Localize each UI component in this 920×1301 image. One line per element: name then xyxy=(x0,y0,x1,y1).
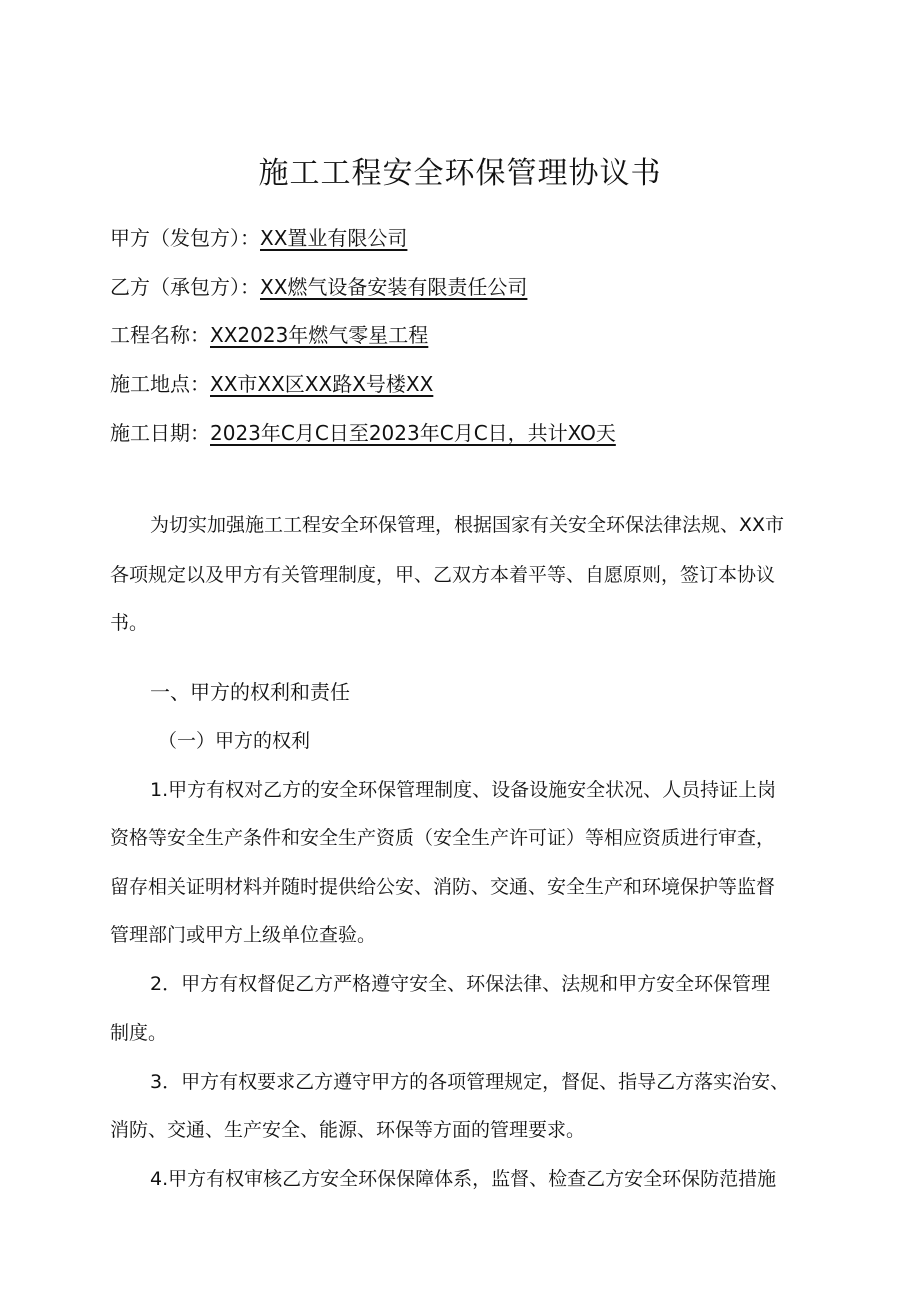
intro-line: 各项规定以及甲方有关管理制度，甲、乙双方本着平等、自愿原则，签订本协议 xyxy=(110,564,776,586)
item-line: 1.甲方有权对乙方的安全环保管理制度、设备设施安全状况、人员持证上岗 xyxy=(150,779,777,801)
site-location-field xyxy=(110,369,433,399)
intro-line: 为切实加强施工工程安全环保管理，根据国家有关安全环保法律法规、XX市 xyxy=(150,514,785,536)
project-name-value: XX2023年燃气零星工程 xyxy=(210,323,429,347)
construction-date-value: 2023年C月C日至2023年C月C日，共计XO天 xyxy=(210,421,616,445)
item-line: 3．甲方有权要求乙方遵守甲方的各项管理规定，督促、指导乙方落实治安、 xyxy=(150,1071,790,1093)
party-b-value: XX燃气设备安装有限责任公司 xyxy=(260,275,528,299)
party-b-label: 乙方（承包方）： xyxy=(110,275,260,299)
party-a-label: 甲方（发包方）： xyxy=(110,226,260,250)
party-b-field xyxy=(110,272,527,302)
project-name-label: 工程名称： xyxy=(110,323,210,347)
item-line: 消防、交通、生产安全、能源、环保等方面的管理要求。 xyxy=(110,1119,586,1141)
item-line: 2．甲方有权督促乙方严格遵守安全、环保法律、法规和甲方安全环保管理 xyxy=(150,973,771,995)
document-title: 施工工程安全环保管理协议书 xyxy=(258,156,662,191)
subsection-heading: （一）甲方的权利 xyxy=(158,730,311,752)
site-location-label: 施工地点： xyxy=(110,372,210,396)
construction-date-label: 施工日期： xyxy=(110,421,210,445)
construction-date-field xyxy=(110,418,616,448)
site-location-value: XX市XX区XX路X号楼XX xyxy=(210,372,434,396)
item-line: 资格等安全生产条件和安全生产资质（安全生产许可证）等相应资质进行审查， xyxy=(110,827,776,849)
project-name-field xyxy=(110,320,428,350)
item-line: 留存相关证明材料并随时提供给公安、消防、交通、安全生产和环境保护等监督 xyxy=(110,876,776,898)
intro-line: 书。 xyxy=(110,612,149,634)
item-line: 管理部门或甲方上级单位查验。 xyxy=(110,924,377,946)
party-a-field xyxy=(110,223,407,253)
section-heading: 一、甲方的权利和责任 xyxy=(150,680,350,704)
party-a-value: XX置业有限公司 xyxy=(260,226,408,250)
item-line: 4.甲方有权审核乙方安全环保保障体系，监督、检查乙方安全环保防范措施 xyxy=(150,1168,777,1190)
item-line: 制度。 xyxy=(110,1022,168,1044)
